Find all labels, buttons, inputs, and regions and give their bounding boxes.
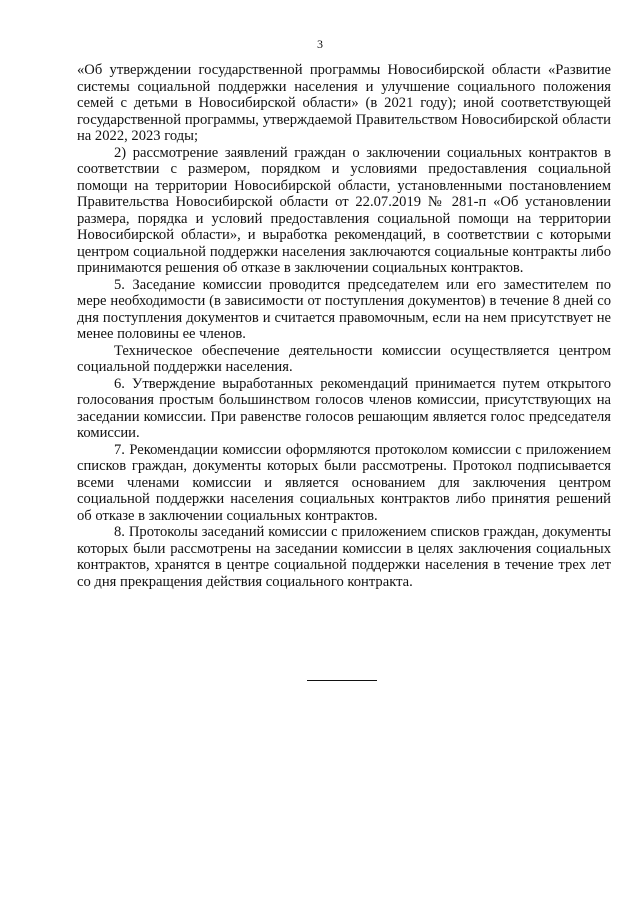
paragraph-item-8-storage: 8. Протоколы заседаний комиссии с приложением списков граждан, документы которых были рассмотрены на заседании комиссии в целях заключения социальных контрактов, хранятся в центре социальной поддержки населения в течение трех лет со дня прекращения действия социального контракта. (77, 524, 611, 590)
page-number: 3 (317, 37, 323, 51)
paragraph-item-5-meeting: 5. Заседание комиссии проводится председателем или его заместителем по мере необходимости (в зависимости от поступления документов) в течение 8 дней со дня поступления документов и считается правомочным, если на нем присутствует не менее половины ее членов. (77, 276, 611, 342)
paragraph-item-6-voting: 6. Утверждение выработанных рекомендаций принимается путем открытого голосования простым большинством голосов членов комиссии, присутствующих на заседании комиссии. При равенстве голосов решающим является голос председателя комиссии. (77, 375, 611, 441)
paragraph-program-reference: «Об утверждении государственной программы Новосибирской области «Развитие системы социальной поддержки населения и улучшение социального положения семей с детьми в Новосибирской области» (в 2021 году); иной соответствующей государственной программы, утверждаемой Правительством Новосибирской области на 2022, 2023 годы; (77, 62, 611, 144)
paragraph-technical-support: Техническое обеспечение деятельности комиссии осуществляется центром социальной поддержки населения. (77, 342, 611, 375)
paragraph-item-2-consideration: 2) рассмотрение заявлений граждан о заключении социальных контрактов в соответствии с размером, порядком и условиями предоставления социальной помощи на территории Новосибирской области, установленными постановлением Правительства Новосибирской области от 22.07.2019 № 281-п «Об установлении размера, порядка и условий предоставления социальной помощи на территории Новосибирской области», и выработка рекомендаций, в соответствии с которыми центром социальной поддержки населения заключаются социальные контракты либо принимаются решения об отказе в заключении социальных контрактов. (77, 144, 611, 276)
document-body (77, 62, 611, 590)
end-of-document-rule (307, 680, 377, 681)
paragraph-item-7-protocol: 7. Рекомендации комиссии оформляются протоколом комиссии с приложением списков граждан, документы которых были рассмотрены. Протокол подписывается всеми членами комиссии и является основанием для заключения центром социальной поддержки населения социальных контрактов либо принятия решений об отказе в заключении социальных контрактов. (77, 441, 611, 524)
